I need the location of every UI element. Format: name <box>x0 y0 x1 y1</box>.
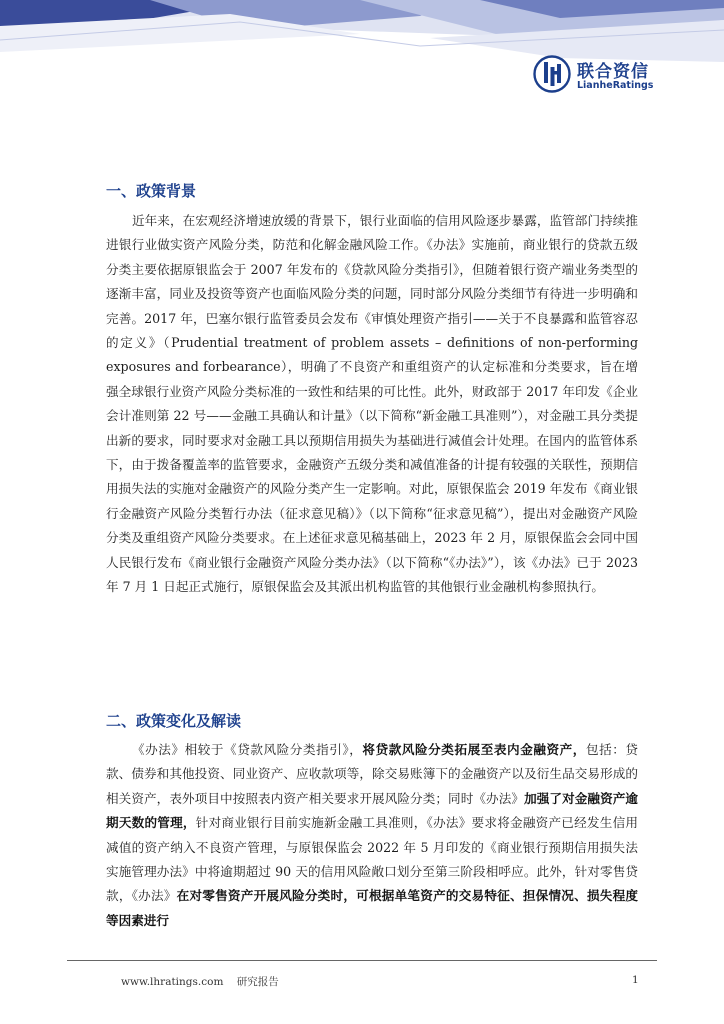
body-text: 针对商业银行目前实施新金融工具准则，《办法》要求将金融资产已经发生信用减值的资产纳入不良资产管理，与原银保监会 2022 年 5 月印发的《商业银行预期信用损失法实施管理办法》中将逾期超过 90 天的信用风险敞口划分至第三阶段相呼应。此外，针对零售贷款，《办法》 <box>106 815 639 904</box>
emphasis-text: 将贷款风险分类拓展至表内金融资产， <box>362 742 586 757</box>
body-text: 近年来，在宏观经济增速放缓的背景下，银行业面临的信用风险逐步暴露，监管部门持续推进银行业做实资产风险分类，防范和化解金融风险工作。《办法》实施前，商业银行的贷款五级分类主要依据原银监会于 2007 年发布的《贷款风险分类指引》，但随着银行资产端业务类型的逐渐丰富，同业及投资等资产也面临风险分类的问题，同时部分风险分类细节有待进一步明确和完善。2017 年，巴塞尔银行监管委员会发布《审慎处理资产指引——关于不良暴露和监管容忍的定义》（Prudential treatment of problem assets – definitions of non-performing exposures and forbearance），明确了不良资产和重组资产的认定标准和分类要求，旨在增强全球银行业资产风险分类标准的一致性和结果的可比性。此外，财政部于 2017 年印发《企业会计准则第 22 号——金融工具确认和计量》（以下简称“新金融工具准则”），对金融工具分类提出新的要求，同时要求对金融工具以预期信用损失为基础进行减值会计处理。在国内的监管体系下，由于拨备覆盖率的监管要求，金融资产五级分类和减值准备的计提有较强的关联性，预期信用损失法的实施对金融资产的风险分类产生一定影响。对此，原银保监会 2019 年发布《商业银行金融资产风险分类暂行办法（征求意见稿）》（以下简称“征求意见稿”），提出对金融资产风险分类及重组资产风险分类要求。在上述征求意见稿基础上，2023 年 2 月，原银保监会会同中国人民银行发布《商业银行金融资产风险分类办法》（以下简称“《办法》”），该《办法》已于 2023 年 7 月 1 日起正式施行，原银保监会及其派出机构监管的其他银行业金融机构参照执行。 <box>106 213 638 595</box>
paragraph-policy-changes <box>106 738 638 933</box>
brand-name-cn: 联合资信 <box>577 62 649 82</box>
footer-info <box>121 974 279 989</box>
page-number: 1 <box>632 974 639 986</box>
section-heading-policy-background: 一、政策背景 <box>106 182 197 200</box>
footer-website-link[interactable]: www.lhratings.com <box>121 976 224 988</box>
emphasis-text: 加强了对金融资产逾期天数的管理， <box>106 790 639 831</box>
section-heading-policy-changes: 二、政策变化及解读 <box>106 712 242 730</box>
emphasis-text: 在对零售资产开展风险分类时，可根据单笔资产的交易特征、担保情况、损失程度等因素进行 <box>106 888 639 928</box>
lianhe-logo-icon <box>533 55 571 93</box>
footer-report-type: 研究报告 <box>236 976 279 988</box>
body-text: 包括：贷款、债券和其他投资、同业资产、应收款项等，除交易账簿下的金融资产以及衍生品交易形成的相关资产，表外项目中按照表内资产相关要求开展风险分类；同时《办法》 <box>106 742 639 806</box>
footer-divider <box>67 960 657 961</box>
body-text: 《办法》相较于《贷款风险分类指引》， <box>132 742 363 757</box>
paragraph-policy-background <box>106 209 638 600</box>
brand-logo <box>533 55 673 97</box>
brand-name-en: LianheRatings <box>577 80 654 91</box>
